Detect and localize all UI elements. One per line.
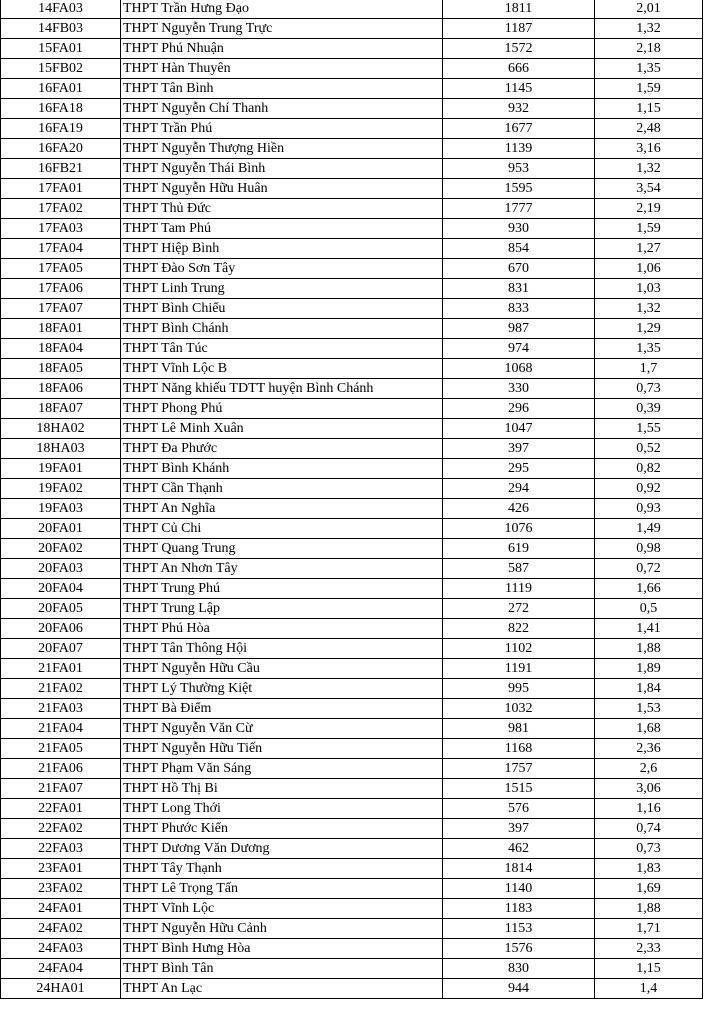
table-row [1,519,703,539]
table-row [1,399,703,419]
ratio-cell: 2,48 [595,119,703,139]
ratio-cell: 1,32 [595,299,703,319]
ratio-cell: 1,16 [595,799,703,819]
ratio-cell: 0,92 [595,479,703,499]
table-row [1,139,703,159]
ratio-cell: 1,4 [595,979,703,999]
count-cell: 1595 [443,179,595,199]
table-row [1,379,703,399]
table-row [1,59,703,79]
table-row [1,779,703,799]
school-name-cell: THPT An Nghĩa [121,499,443,519]
ratio-cell: 1,89 [595,659,703,679]
school-name-cell: THPT Năng khiếu TDTT huyện Bình Chánh [121,379,443,399]
count-cell: 1139 [443,139,595,159]
count-cell: 272 [443,599,595,619]
count-cell: 987 [443,319,595,339]
count-cell: 974 [443,339,595,359]
school-name-cell: THPT Quang Trung [121,539,443,559]
table-row [1,659,703,679]
table-row [1,879,703,899]
count-cell: 670 [443,259,595,279]
school-name-cell: THPT Bình Hưng Hòa [121,939,443,959]
school-name-cell: THPT Tây Thạnh [121,859,443,879]
school-name-cell: THPT Đào Sơn Tây [121,259,443,279]
count-cell: 930 [443,219,595,239]
ratio-cell: 1,68 [595,719,703,739]
table-row [1,739,703,759]
count-cell: 1076 [443,519,595,539]
school-name-cell: THPT Trần Hưng Đạo [121,0,443,19]
ratio-cell: 0,5 [595,599,703,619]
count-cell: 981 [443,719,595,739]
school-code-cell: 22FA03 [1,839,121,859]
school-name-cell: THPT Trần Phú [121,119,443,139]
count-cell: 294 [443,479,595,499]
school-name-cell: THPT Lê Trọng Tấn [121,879,443,899]
school-code-cell: 21FA07 [1,779,121,799]
table-row [1,199,703,219]
school-name-cell: THPT Phạm Văn Sáng [121,759,443,779]
table-row [1,859,703,879]
table-row [1,639,703,659]
school-name-cell: THPT Bà Điểm [121,699,443,719]
count-cell: 1047 [443,419,595,439]
school-name-cell: THPT An Lạc [121,979,443,999]
count-cell: 619 [443,539,595,559]
school-code-cell: 21FA06 [1,759,121,779]
ratio-cell: 1,41 [595,619,703,639]
school-code-cell: 16FA18 [1,99,121,119]
ratio-cell: 1,15 [595,99,703,119]
table-row [1,799,703,819]
school-name-cell: THPT Nguyễn Hữu Cảnh [121,919,443,939]
school-code-cell: 24FA02 [1,919,121,939]
school-code-cell: 20FA01 [1,519,121,539]
school-code-cell: 17FA03 [1,219,121,239]
school-code-cell: 14FA03 [1,0,121,19]
table-row [1,939,703,959]
school-code-cell: 15FB02 [1,59,121,79]
school-name-cell: THPT Nguyễn Chí Thanh [121,99,443,119]
ratio-cell: 0,39 [595,399,703,419]
count-cell: 1515 [443,779,595,799]
school-name-cell: THPT Hồ Thị Bi [121,779,443,799]
table-row [1,919,703,939]
ratio-cell: 1,59 [595,219,703,239]
ratio-cell: 1,03 [595,279,703,299]
school-code-cell: 17FA01 [1,179,121,199]
table-row [1,319,703,339]
count-cell: 822 [443,619,595,639]
count-cell: 296 [443,399,595,419]
school-name-cell: THPT Phú Hòa [121,619,443,639]
school-code-cell: 16FB21 [1,159,121,179]
school-code-cell: 21FA03 [1,699,121,719]
count-cell: 932 [443,99,595,119]
table-row [1,179,703,199]
school-name-cell: THPT Trung Lập [121,599,443,619]
ratio-cell: 1,35 [595,59,703,79]
count-cell: 1191 [443,659,595,679]
count-cell: 1576 [443,939,595,959]
school-name-cell: THPT Củ Chi [121,519,443,539]
school-code-cell: 17FA04 [1,239,121,259]
school-name-cell: THPT Hàn Thuyên [121,59,443,79]
school-code-cell: 19FA02 [1,479,121,499]
school-code-cell: 20FA04 [1,579,121,599]
school-name-cell: THPT Vĩnh Lộc [121,899,443,919]
count-cell: 1677 [443,119,595,139]
school-code-cell: 15FA01 [1,39,121,59]
table-row [1,0,703,19]
school-code-cell: 24FA04 [1,959,121,979]
ratio-cell: 1,53 [595,699,703,719]
ratio-cell: 0,73 [595,379,703,399]
table-row [1,159,703,179]
table-row [1,959,703,979]
ratio-cell: 2,36 [595,739,703,759]
ratio-cell: 1,83 [595,859,703,879]
school-code-cell: 19FA03 [1,499,121,519]
school-code-cell: 24FA03 [1,939,121,959]
ratio-cell: 1,7 [595,359,703,379]
school-code-cell: 20FA06 [1,619,121,639]
table-row [1,99,703,119]
school-code-cell: 17FA05 [1,259,121,279]
table-row [1,119,703,139]
ratio-cell: 1,84 [595,679,703,699]
count-cell: 1777 [443,199,595,219]
school-code-cell: 22FA02 [1,819,121,839]
count-cell: 995 [443,679,595,699]
school-name-cell: THPT Nguyễn Hữu Huân [121,179,443,199]
ratio-cell: 2,33 [595,939,703,959]
table-row [1,559,703,579]
school-code-cell: 17FA06 [1,279,121,299]
school-code-cell: 16FA19 [1,119,121,139]
table-row [1,979,703,999]
school-name-cell: THPT Cần Thạnh [121,479,443,499]
ratio-cell: 1,49 [595,519,703,539]
school-name-cell: THPT Bình Chiểu [121,299,443,319]
school-name-cell: THPT Lê Minh Xuân [121,419,443,439]
school-name-cell: THPT Trung Phú [121,579,443,599]
ratio-cell: 3,16 [595,139,703,159]
school-table-body [1,0,703,999]
school-code-cell: 18FA01 [1,319,121,339]
count-cell: 1572 [443,39,595,59]
table-row [1,579,703,599]
school-name-cell: THPT Long Thới [121,799,443,819]
ratio-cell: 1,27 [595,239,703,259]
school-name-cell: THPT Vĩnh Lộc B [121,359,443,379]
ratio-cell: 2,6 [595,759,703,779]
school-name-cell: THPT An Nhơn Tây [121,559,443,579]
school-name-cell: THPT Phước Kiển [121,819,443,839]
school-name-cell: THPT Thủ Đức [121,199,443,219]
count-cell: 397 [443,439,595,459]
table-row [1,819,703,839]
school-name-cell: THPT Tam Phú [121,219,443,239]
school-code-cell: 18HA02 [1,419,121,439]
school-code-cell: 21FA05 [1,739,121,759]
school-code-cell: 16FA20 [1,139,121,159]
school-code-cell: 21FA04 [1,719,121,739]
count-cell: 462 [443,839,595,859]
ratio-cell: 2,19 [595,199,703,219]
school-name-cell: THPT Bình Chánh [121,319,443,339]
ratio-cell: 1,32 [595,159,703,179]
count-cell: 330 [443,379,595,399]
school-name-cell: THPT Bình Khánh [121,459,443,479]
count-cell: 295 [443,459,595,479]
school-code-cell: 18FA05 [1,359,121,379]
table-row [1,719,703,739]
count-cell: 1168 [443,739,595,759]
school-code-cell: 20FA05 [1,599,121,619]
table-row [1,499,703,519]
school-name-cell: THPT Nguyễn Hữu Cầu [121,659,443,679]
ratio-cell: 1,69 [595,879,703,899]
ratio-cell: 3,06 [595,779,703,799]
count-cell: 426 [443,499,595,519]
school-code-cell: 23FA01 [1,859,121,879]
ratio-cell: 1,15 [595,959,703,979]
school-code-cell: 20FA07 [1,639,121,659]
count-cell: 1183 [443,899,595,919]
ratio-cell: 2,18 [595,39,703,59]
count-cell: 1145 [443,79,595,99]
count-cell: 1119 [443,579,595,599]
count-cell: 1032 [443,699,595,719]
school-code-cell: 17FA07 [1,299,121,319]
school-name-cell: THPT Hiệp Bình [121,239,443,259]
table-row [1,279,703,299]
school-code-cell: 22FA01 [1,799,121,819]
school-name-cell: THPT Nguyễn Trung Trực [121,19,443,39]
school-code-cell: 19FA01 [1,459,121,479]
school-name-cell: THPT Bình Tân [121,959,443,979]
table-row [1,419,703,439]
ratio-cell: 1,06 [595,259,703,279]
ratio-cell: 3,54 [595,179,703,199]
table-row [1,359,703,379]
count-cell: 397 [443,819,595,839]
count-cell: 1811 [443,0,595,19]
table-row [1,19,703,39]
school-name-cell: THPT Tân Túc [121,339,443,359]
count-cell: 1102 [443,639,595,659]
table-row [1,599,703,619]
table-row [1,699,703,719]
school-name-cell: THPT Nguyễn Hữu Tiến [121,739,443,759]
school-name-cell: THPT Phú Nhuận [121,39,443,59]
school-code-cell: 14FB03 [1,19,121,39]
count-cell: 944 [443,979,595,999]
table-row [1,899,703,919]
school-name-cell: THPT Lý Thường Kiệt [121,679,443,699]
ratio-cell: 1,66 [595,579,703,599]
table-row [1,459,703,479]
school-name-cell: THPT Nguyễn Thái Bình [121,159,443,179]
school-code-cell: 21FA02 [1,679,121,699]
table-row [1,439,703,459]
school-code-cell: 24FA01 [1,899,121,919]
ratio-cell: 1,59 [595,79,703,99]
school-code-cell: 18FA07 [1,399,121,419]
school-code-cell: 16FA01 [1,79,121,99]
ratio-cell: 1,88 [595,639,703,659]
school-code-cell: 23FA02 [1,879,121,899]
table-row [1,79,703,99]
table-row [1,299,703,319]
count-cell: 831 [443,279,595,299]
table-row [1,679,703,699]
count-cell: 1153 [443,919,595,939]
school-name-cell: THPT Nguyễn Thượng Hiền [121,139,443,159]
table-row [1,259,703,279]
count-cell: 953 [443,159,595,179]
count-cell: 666 [443,59,595,79]
ratio-cell: 0,72 [595,559,703,579]
ratio-cell: 1,35 [595,339,703,359]
table-row [1,839,703,859]
ratio-cell: 2,01 [595,0,703,19]
count-cell: 576 [443,799,595,819]
school-name-cell: THPT Linh Trung [121,279,443,299]
school-name-cell: THPT Nguyễn Văn Cừ [121,719,443,739]
school-name-cell: THPT Đa Phước [121,439,443,459]
table-row [1,39,703,59]
school-code-cell: 20FA02 [1,539,121,559]
school-code-cell: 21FA01 [1,659,121,679]
table-row [1,619,703,639]
ratio-cell: 0,82 [595,459,703,479]
table-row [1,479,703,499]
count-cell: 1068 [443,359,595,379]
school-code-cell: 18FA04 [1,339,121,359]
count-cell: 1140 [443,879,595,899]
count-cell: 1757 [443,759,595,779]
ratio-cell: 1,32 [595,19,703,39]
school-name-cell: THPT Tân Bình [121,79,443,99]
school-name-cell: THPT Phong Phú [121,399,443,419]
count-cell: 1187 [443,19,595,39]
table-row [1,339,703,359]
ratio-cell: 0,93 [595,499,703,519]
school-code-cell: 24HA01 [1,979,121,999]
school-code-cell: 20FA03 [1,559,121,579]
ratio-cell: 1,88 [595,899,703,919]
count-cell: 833 [443,299,595,319]
ratio-cell: 0,74 [595,819,703,839]
ratio-cell: 0,52 [595,439,703,459]
ratio-cell: 1,71 [595,919,703,939]
ratio-cell: 0,98 [595,539,703,559]
ratio-cell: 1,29 [595,319,703,339]
school-code-cell: 18FA06 [1,379,121,399]
table-row [1,759,703,779]
school-code-cell: 18HA03 [1,439,121,459]
table-row [1,539,703,559]
ratio-cell: 1,55 [595,419,703,439]
count-cell: 587 [443,559,595,579]
ratio-cell: 0,73 [595,839,703,859]
table-row [1,219,703,239]
count-cell: 854 [443,239,595,259]
count-cell: 1814 [443,859,595,879]
school-name-cell: THPT Dương Văn Dương [121,839,443,859]
table-row [1,239,703,259]
school-code-cell: 17FA02 [1,199,121,219]
count-cell: 830 [443,959,595,979]
school-name-cell: THPT Tân Thông Hội [121,639,443,659]
